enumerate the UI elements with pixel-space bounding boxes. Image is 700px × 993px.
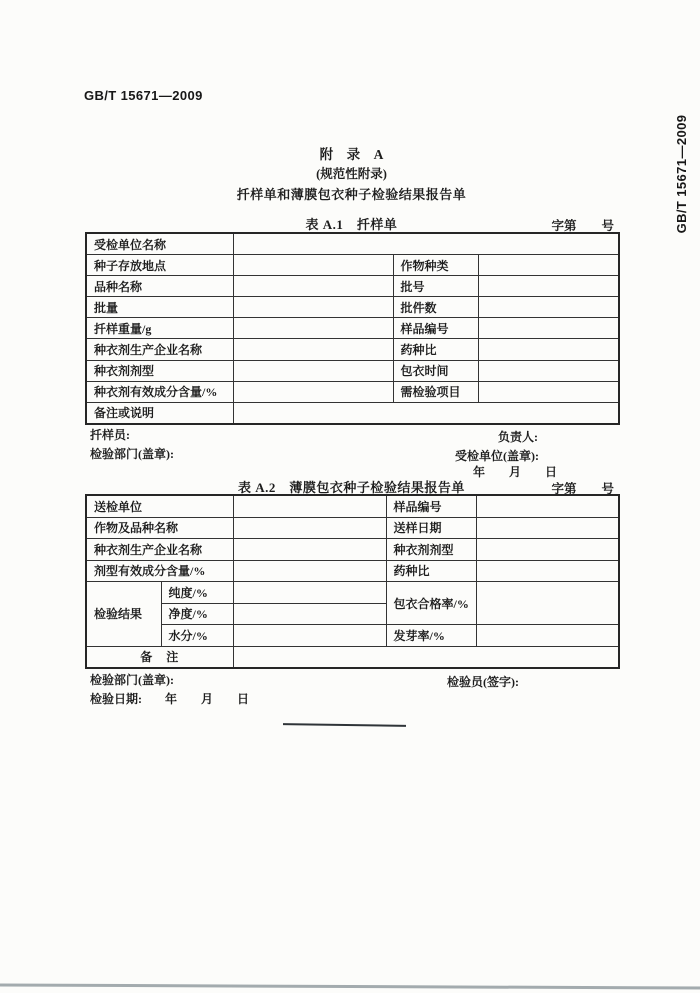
table-row [86,381,619,402]
table-row [86,495,619,517]
field-value [233,318,393,339]
table-row [86,360,619,381]
field-label: 样品编号 [393,318,478,339]
field-value [476,625,619,647]
a2-footer-date: 年 月 日 [165,692,250,706]
field-value [476,517,619,539]
field-label: 批量 [86,297,233,318]
table-row [86,233,619,255]
table-row [86,582,619,604]
table-a1-doc-number: 字第 号 [551,219,614,233]
table-row [86,255,619,276]
table-row [86,625,619,647]
field-label: 品种名称 [86,276,233,297]
field-label: 药种比 [393,339,478,360]
field-value [233,495,386,517]
field-value [478,339,619,360]
a1-footer-sampler: 扦样员: [90,428,130,442]
field-value [476,582,619,625]
field-label: 备注或说明 [86,402,233,424]
a2-footer-dept-seal: 检验部门(盖章): [90,673,174,687]
field-label: 发芽率/% [386,625,476,647]
field-label: 种衣剂生产企业名称 [86,539,233,561]
field-label: 种衣剂剂型 [86,360,233,381]
end-divider-line [283,723,406,727]
field-label: 送样日期 [386,517,476,539]
field-value [233,360,393,381]
field-value [233,297,393,318]
appendix-subtitle: (规范性附录) [316,167,387,181]
a1-footer-unit-seal: 受检单位(盖章): [455,449,539,463]
field-value [233,255,393,276]
field-value [233,539,386,561]
table-row [86,276,619,297]
field-value [478,381,619,402]
field-value [233,339,393,360]
field-label: 扦样重量/g [86,318,233,339]
field-label: 纯度/% [161,582,233,604]
field-label: 水分/% [161,625,233,647]
standard-code-right-vertical: GB/T 15671—2009 [674,114,689,234]
field-label: 种衣剂剂型 [386,539,476,561]
field-value [233,603,386,625]
table-row [86,318,619,339]
field-label: 批件数 [393,297,478,318]
field-label: 作物种类 [393,255,478,276]
table-row [86,560,619,582]
field-label: 种衣剂生产企业名称 [86,339,233,360]
field-label: 种衣剂有效成分含量/% [86,381,233,402]
appendix-heading: 扦样单和薄膜包衣种子检验结果报告单 [236,187,467,202]
table-row [86,297,619,318]
field-value [233,517,386,539]
a1-footer-date: 年 月 日 [473,465,558,479]
table-a2 [85,494,620,669]
table-a1 [85,232,620,425]
table-a1-caption: 表 A.1 扦样单 [305,217,398,232]
field-label: 包衣合格率/% [386,582,476,625]
field-label: 包衣时间 [393,360,478,381]
a1-footer-dept-seal: 检验部门(盖章): [90,447,174,461]
standard-code-top-left: GB/T 15671—2009 [84,88,203,103]
field-value [478,255,619,276]
scan-edge-line [0,983,700,989]
note-label: 备 注 [86,646,233,668]
field-value [233,582,386,604]
field-value [233,233,619,255]
field-label: 批号 [393,276,478,297]
field-value [478,318,619,339]
field-value [476,495,619,517]
field-label: 剂型有效成分含量/% [86,560,233,582]
field-label: 样品编号 [386,495,476,517]
a2-footer-date-label: 检验日期: [90,692,142,706]
note-value [233,646,619,668]
results-group-label: 检验结果 [86,582,161,647]
field-value [233,560,386,582]
field-value [233,276,393,297]
field-label: 种子存放地点 [86,255,233,276]
field-label: 净度/% [161,603,233,625]
field-value [478,360,619,381]
a2-footer-inspector: 检验员(签字): [447,675,519,689]
field-value [476,539,619,561]
table-a2-doc-number: 字第 号 [551,482,614,496]
field-value [478,276,619,297]
table-row [86,402,619,424]
table-row [86,339,619,360]
field-label: 药种比 [386,560,476,582]
field-value [233,625,386,647]
a1-footer-principal: 负责人: [498,430,538,444]
table-row [86,517,619,539]
field-label: 送检单位 [86,495,233,517]
field-value [233,402,619,424]
field-label: 作物及品种名称 [86,517,233,539]
field-value [233,381,393,402]
field-value [478,297,619,318]
field-value [476,560,619,582]
table-row [86,539,619,561]
field-label: 受检单位名称 [86,233,233,255]
table-row [86,646,619,668]
appendix-title: 附 录 A [319,147,384,162]
field-label: 需检验项目 [393,381,478,402]
table-a2-caption: 表 A.2 薄膜包衣种子检验结果报告单 [238,480,465,495]
